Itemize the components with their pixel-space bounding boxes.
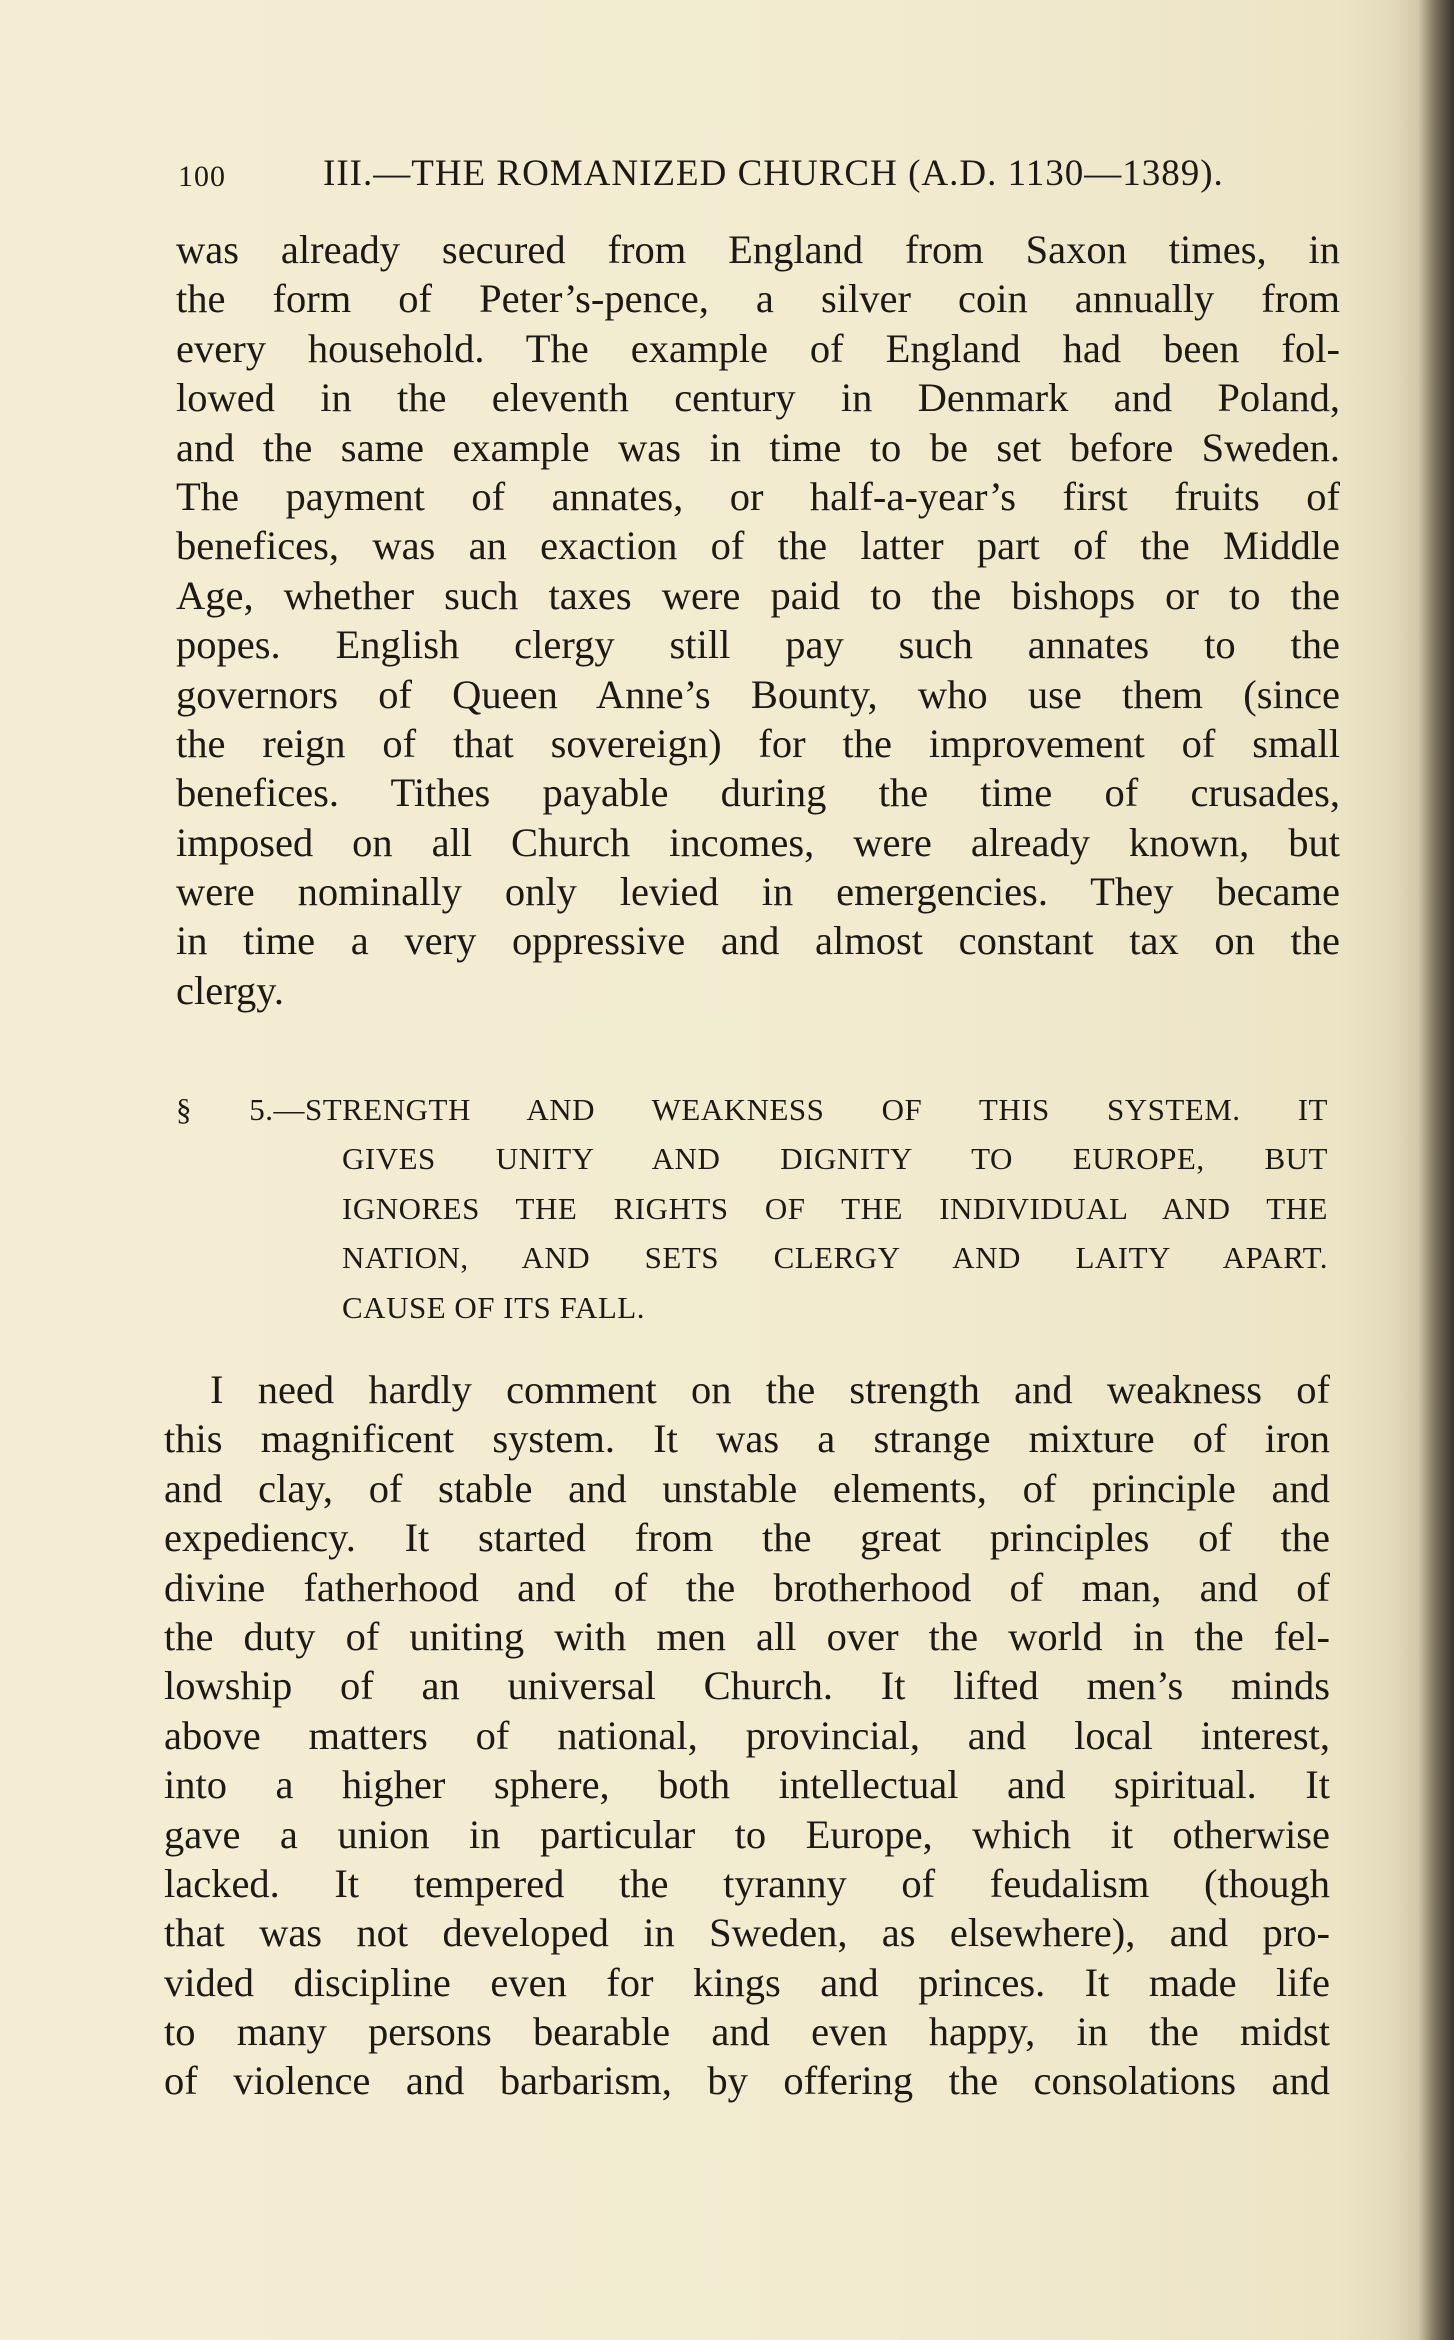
text-line: lacked. It tempered the tyranny of feudalism (though xyxy=(164,1860,1330,1906)
page-gutter-shadow xyxy=(1394,0,1454,2340)
text-line: in time a very oppressive and almost constant tax on the xyxy=(176,918,1340,964)
heading-line: § 5.—STRENGTH AND WEAKNESS OF THIS SYSTEM. IT xyxy=(176,1092,1328,1127)
text-line: were nominally only levied in emergencies. They became xyxy=(176,869,1340,915)
paragraph-2 xyxy=(164,1365,1330,2106)
text-line: popes. English clergy still pay such annates to the xyxy=(176,622,1340,668)
heading-line: CAUSE OF ITS FALL. xyxy=(342,1289,645,1325)
text-line: every household. The example of England had been fol- xyxy=(176,325,1340,371)
text-line: of violence and barbarism, by offering the consolations and xyxy=(164,2058,1330,2104)
text-line: I need hardly comment on the strength and weakness of xyxy=(210,1367,1330,1412)
text-line: the duty of uniting with men all over the world in the fel- xyxy=(164,1613,1330,1659)
text-line: lowed in the eleventh century in Denmark and Poland, xyxy=(176,375,1340,421)
text-line: The payment of annates, or half-a-year’s first fruits of xyxy=(176,473,1340,519)
text-line: clergy. xyxy=(176,967,284,1013)
text-line: and the same example was in time to be set before Sweden. xyxy=(176,424,1340,470)
text-line: imposed on all Church incomes, were already known, but xyxy=(176,819,1340,865)
heading-line: GIVES UNITY AND DIGNITY TO EUROPE, BUT xyxy=(342,1141,1328,1177)
paragraph-1 xyxy=(176,225,1340,1015)
text-line: and clay, of stable and unstable elements, of principle and xyxy=(164,1465,1330,1511)
text-line: above matters of national, provincial, and local interest, xyxy=(164,1712,1330,1758)
page-number: 100 xyxy=(178,160,226,193)
text-line: benefices, was an exaction of the latter part of the Middle xyxy=(176,523,1340,569)
text-line: Age, whether such taxes were paid to the bishops or to the xyxy=(176,572,1340,618)
running-head-title: III.—THE ROMANIZED CHURCH (A.D. 1130—1389). xyxy=(323,153,1224,194)
section-heading xyxy=(176,1085,1328,1332)
heading-line: IGNORES THE RIGHTS OF THE INDIVIDUAL AND THE xyxy=(342,1190,1328,1226)
text-line: the form of Peter’s-pence, a silver coin annually from xyxy=(176,276,1340,322)
text-line: vided discipline even for kings and princes. It made life xyxy=(164,1959,1330,2005)
text-line: benefices. Tithes payable during the time of crusades, xyxy=(176,770,1340,816)
text-line: governors of Queen Anne’s Bounty, who use them (since xyxy=(176,671,1340,717)
text-line: divine fatherhood and of the brotherhood of man, and of xyxy=(164,1564,1330,1610)
text-line: was already secured from England from Saxon times, in xyxy=(176,227,1340,272)
text-line: into a higher sphere, both intellectual and spiritual. It xyxy=(164,1762,1330,1808)
text-line: expediency. It started from the great principles of the xyxy=(164,1515,1330,1561)
text-line: to many persons bearable and even happy, in the midst xyxy=(164,2009,1330,2055)
heading-line: NATION, AND SETS CLERGY AND LAITY APART. xyxy=(342,1240,1328,1276)
running-header xyxy=(178,152,1258,204)
text-line: lowship of an universal Church. It lifted men’s minds xyxy=(164,1663,1330,1709)
text-line: the reign of that sovereign) for the improvement of small xyxy=(176,720,1340,766)
text-line: gave a union in particular to Europe, which it otherwise xyxy=(164,1811,1330,1857)
text-line: that was not developed in Sweden, as elsewhere), and pro- xyxy=(164,1910,1330,1956)
text-line: this magnificent system. It was a strange mixture of iron xyxy=(164,1416,1330,1462)
